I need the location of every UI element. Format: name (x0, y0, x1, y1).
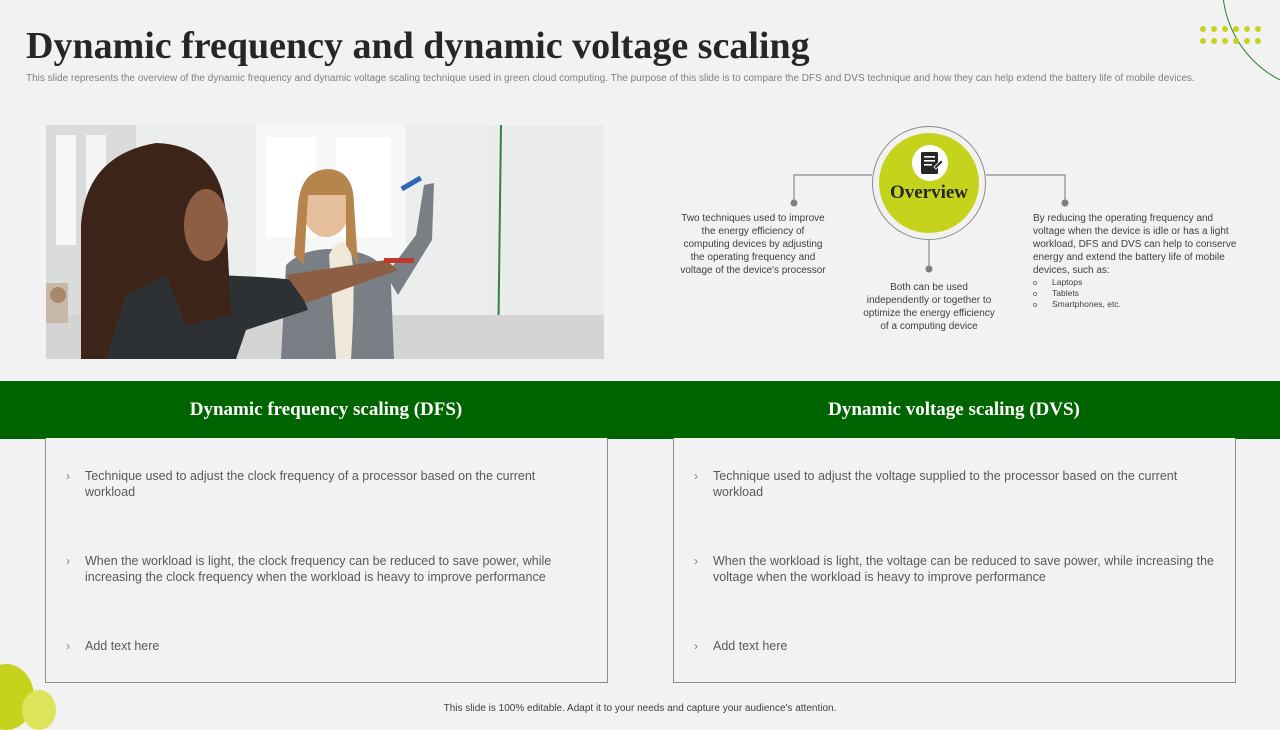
overview-middle-text: Both can be used independently or together to optimize the energy efficiency of a computing device (863, 282, 995, 332)
device-list (1033, 277, 1238, 310)
slide-subtitle: This slide represents the overview of the dynamic frequency and dynamic voltage scaling technique used in green cloud computing. The purpose of this slide is to compare the DFS and DVS technique and how they can help extend the battery life of mobile devices. (26, 73, 1195, 84)
chevron-right-icon: › (66, 469, 70, 483)
overview-left-text: Two techniques used to improve the energy efficiency of computing devices by adjusting the operating frequency and voltage of the device's processor (680, 213, 826, 276)
slide-title: Dynamic frequency and dynamic voltage scaling (26, 25, 810, 67)
dfs-bullet (66, 468, 586, 500)
dvs-heading: Dynamic voltage scaling (DVS) (828, 399, 1080, 420)
dvs-bullet-text: Add text here (713, 639, 788, 653)
overview-label: Overview (889, 182, 969, 203)
dfs-heading: Dynamic frequency scaling (DFS) (189, 399, 463, 420)
slide-footer: This slide is 100% editable. Adapt it to your needs and capture your audience's attention. (443, 703, 837, 714)
chevron-right-icon: › (694, 469, 698, 483)
dvs-bullet (694, 553, 1214, 585)
dfs-bullet-text: Add text here (85, 639, 160, 653)
dvs-bullet (694, 638, 1214, 654)
clipboard-icon (912, 145, 948, 181)
dvs-bullet (694, 468, 1214, 500)
chevron-right-icon: › (66, 554, 70, 568)
dvs-content-box (673, 438, 1236, 683)
overview-right-block (1033, 212, 1238, 310)
device-list-item: o Smartphones, etc. (1033, 299, 1238, 310)
chevron-right-icon: › (694, 554, 698, 568)
chevron-right-icon: › (694, 639, 698, 653)
dvs-bullet-text: When the workload is light, the voltage can be reduced to save power, while increasing the voltage when the workload is heavy to improve performance (713, 554, 1214, 584)
dfs-bullet-text: Technique used to adjust the clock frequency of a processor based on the current workload (85, 469, 536, 499)
dfs-content-box (45, 438, 608, 683)
dfs-bullet (66, 638, 586, 654)
overview-right-text: By reducing the operating frequency and voltage when the device is idle or has a light workload, DFS and DVS can help to conserve energy and extend the battery life of mobile devices, such as: (1033, 213, 1237, 276)
chevron-right-icon: › (66, 639, 70, 653)
dfs-bullet (66, 553, 586, 585)
dvs-bullet-text: Technique used to adjust the voltage supplied to the processor based on the current workload (713, 469, 1178, 499)
device-list-item: o Tablets (1033, 288, 1238, 299)
dfs-bullet-text: When the workload is light, the clock frequency can be reduced to save power, while increasing the clock frequency when the workload is heavy to improve performance (85, 554, 552, 584)
device-list-item: o Laptops (1033, 277, 1238, 288)
